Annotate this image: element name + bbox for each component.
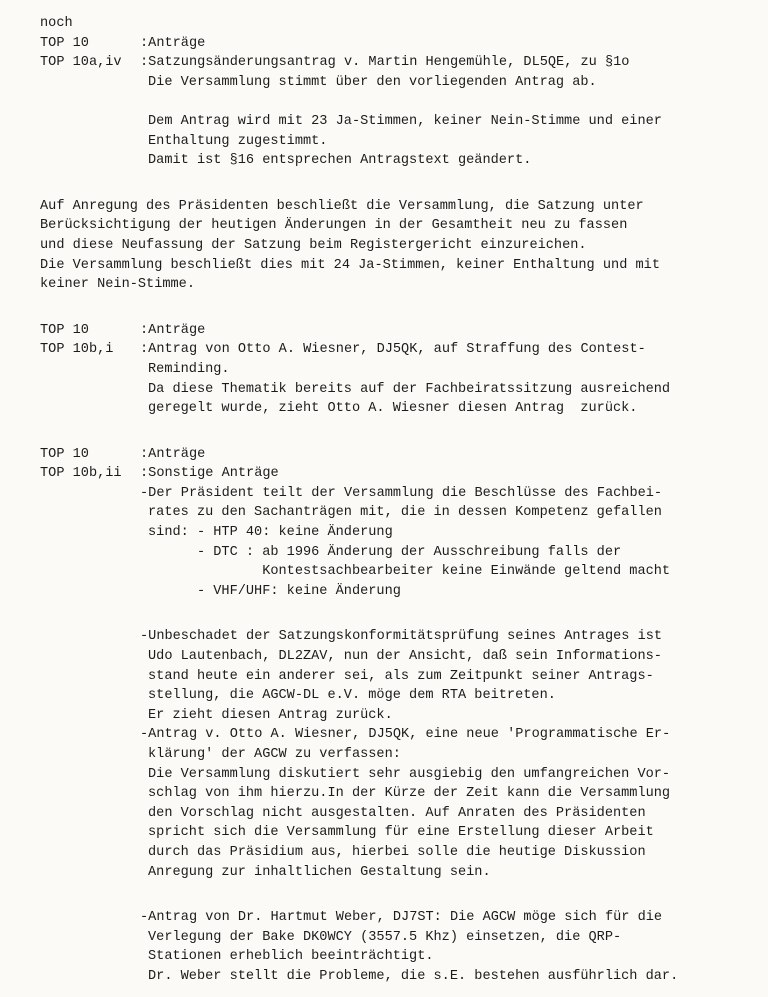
section3-intro: -Der Präsident teilt der Versammlung die Beschlüsse des Fachbei- rates zu den Sachanträgen mit, die in dessen Kompetenz gefallen sind: - HTP 40: keine Änderung - DTC : ab 1996 Änderung der Ausschreibung falls der Kontestsachbearbeiter keine Einwände geltend macht - VHF/UHF: keine Änderung [140, 485, 671, 599]
section3-item-programm: -Antrag v. Otto A. Wiesner, DJ5QK, eine neue 'Programmatische Er- klärung' der AGCW zu verfassen: Die Versammlung diskutiert sehr ausgiebig den umfangreichen Vor- schlag von ihm hierzu.In der Kürze der Zeit kann die Versammlung den Vorschlag nicht ausgestalten. Auf Anraten des Präsidenten spricht sich die Versammlung für eine Erstellung dieser Arbeit durch das Präsidium aus, hierbei solle die heutige Diskussion Anregung zur inhaltlichen Gestaltung sein. [140, 727, 671, 880]
document-body [40, 14, 740, 987]
section1-top-row: TOP 10 :Anträge [40, 35, 206, 51]
section3-sub-row: TOP 10b,ii :Sonstige Anträge [40, 466, 279, 482]
section3-item-lautenbach: -Unbeschadet der Satzungskonformitätsprüfung seines Antrages ist Udo Lautenbach, DL2ZAV, nun der Ansicht, daß sein Informations- stand heute ein anderer sei, als zum Zeitpunkt seiner Antrags- stellung, die AGCW-DL e.V. möge dem RTA beitreten. Er zieht diesen Antrag zurück. [140, 629, 663, 723]
section2-top-row: TOP 10 :Anträge [40, 322, 206, 338]
section2-body: Reminding. Da diese Thematik bereits auf der Fachbeiratssitzung ausreichend geregelt wurde, zieht Otto A. Wiesner diesen Antrag zurück. [148, 361, 671, 417]
section1-body: Die Versammlung stimmt über den vorliegenden Antrag ab. Dem Antrag wird mit 23 Ja-Stimmen, keiner Nein-Stimme und einer Enthaltung zugestimmt. Damit ist §16 entsprechen Antragstext geändert. [148, 74, 662, 169]
resolution-paragraph: Auf Anregung des Präsidenten beschließt die Versammlung, die Satzung unter Berücksichtigung der heutigen Änderungen in der Gesamtheit neu zu fassen und diese Neufassung der Satzung beim Registergericht einzureichen. Die Versammlung beschließt dies mit 24 Ja-Stimmen, keiner Enthaltung und mit keiner Nein-Stimme. [40, 198, 660, 293]
section3-item-weber: -Antrag von Dr. Hartmut Weber, DJ7ST: Die AGCW möge sich für die Verlegung der Bake DK0WCY (3557.5 Khz) einsetzen, die QRP- Stationen erheblich beeinträchtigt. Dr. Weber stellt die Probleme, die s.E. bestehen ausführlich dar. [140, 910, 679, 984]
section2-sub-row: TOP 10b,i :Antrag von Otto A. Wiesner, DJ5QK, auf Straffung des Contest- [40, 342, 646, 358]
section1-sub-row: TOP 10a,iv :Satzungsänderungsantrag v. Martin Hengemühle, DL5QE, zu §1o [40, 55, 630, 71]
section3-top-row: TOP 10 :Anträge [40, 446, 206, 462]
noch-line: noch [40, 16, 73, 31]
